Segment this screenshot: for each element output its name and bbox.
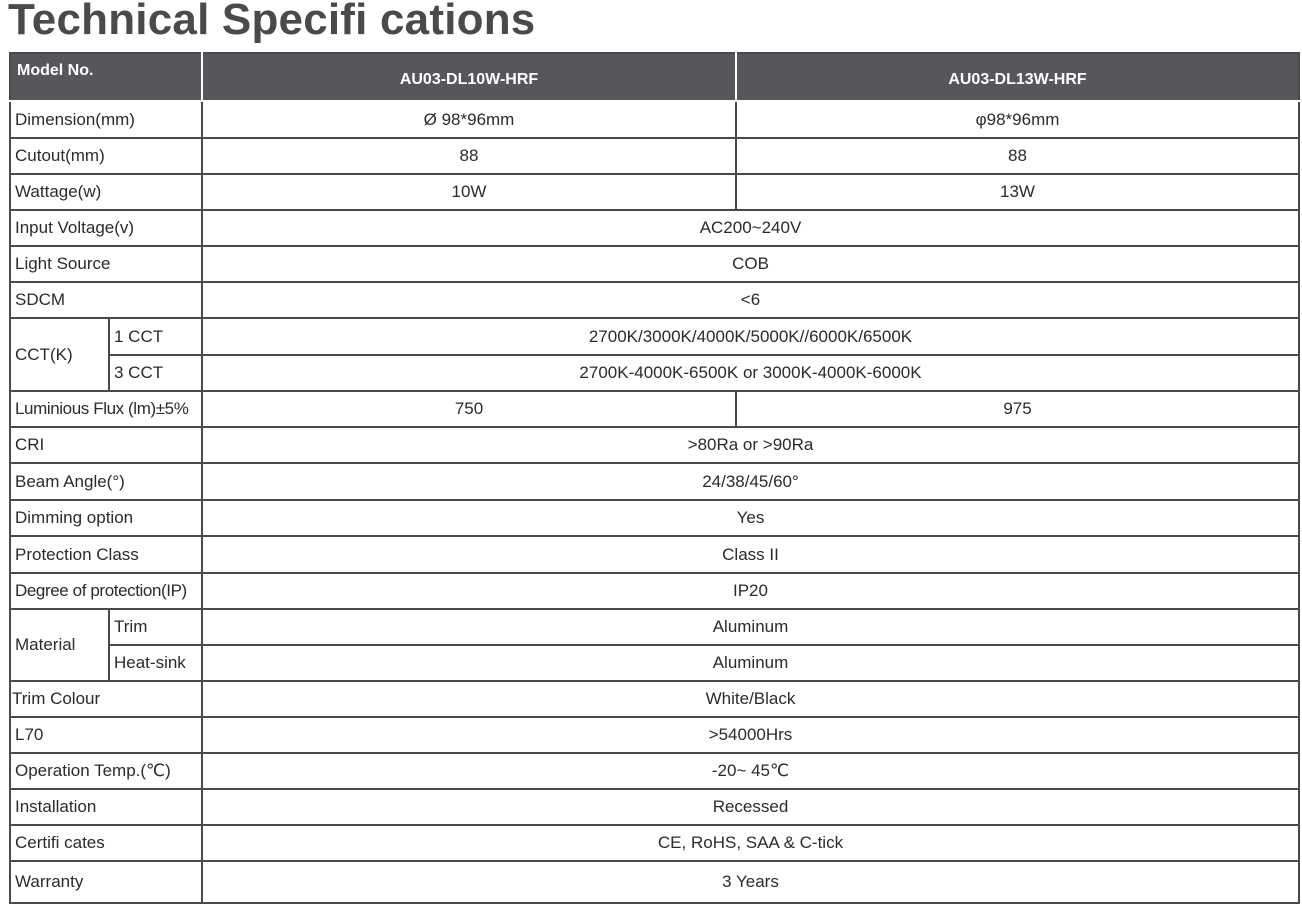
model-1: AU03-DL10W-HRF: [202, 53, 736, 101]
row-label: Operation Temp.(℃): [10, 753, 202, 789]
cell-value: -20~ 45℃: [202, 753, 1299, 789]
cell-value: Aluminum: [202, 609, 1299, 645]
cell-value: 88: [736, 138, 1299, 174]
cell-value: 24/38/45/60°: [202, 463, 1299, 500]
spec-row-certificates: [10, 825, 1299, 861]
spec-row-installation: [10, 789, 1299, 825]
spec-row-cct-1: [10, 318, 1299, 355]
row-label: Protection Class: [10, 536, 202, 573]
row-label: Degree of protection(IP): [10, 573, 202, 609]
row-label: Material: [10, 609, 109, 681]
spec-table: [9, 52, 1300, 904]
spec-row-beam-angle: [10, 463, 1299, 500]
spec-row-cct-3: [10, 355, 1299, 391]
sub-label: Trim: [109, 609, 202, 645]
cell-value: φ98*96mm: [736, 101, 1299, 138]
cell-value: 88: [202, 138, 736, 174]
cell-value: 2700K-4000K-6500K or 3000K-4000K-6000K: [202, 355, 1299, 391]
spec-row-ip: [10, 573, 1299, 609]
spec-row-l70: [10, 717, 1299, 753]
row-label: Dimension(mm): [10, 101, 202, 138]
row-label: Input Voltage(v): [10, 210, 202, 246]
spec-row-dimming: [10, 500, 1299, 536]
spec-row-operation-temp: [10, 753, 1299, 789]
cell-value: <6: [202, 282, 1299, 318]
cell-value: IP20: [202, 573, 1299, 609]
spec-row-material-trim: [10, 609, 1299, 645]
row-label: Cutout(mm): [10, 138, 202, 174]
cell-value: 975: [736, 391, 1299, 427]
page-title: Technical Specifi cations: [8, 0, 536, 44]
row-label: Light Source: [10, 246, 202, 282]
spec-row-wattage: [10, 174, 1299, 210]
spec-row-cutout: [10, 138, 1299, 174]
cell-value: 10W: [202, 174, 736, 210]
spec-row-trim-colour: [10, 681, 1299, 717]
cell-value: 2700K/3000K/4000K/5000K//6000K/6500K: [202, 318, 1299, 355]
cell-value: >80Ra or >90Ra: [202, 427, 1299, 463]
row-label: L70: [10, 717, 202, 753]
spec-row-material-heatsink: [10, 645, 1299, 681]
cell-value: >54000Hrs: [202, 717, 1299, 753]
row-label: Certifi cates: [10, 825, 202, 861]
cell-value: Ø 98*96mm: [202, 101, 736, 138]
spec-row-light-source: [10, 246, 1299, 282]
sub-label: Heat-sink: [109, 645, 202, 681]
cell-value: Class II: [202, 536, 1299, 573]
cell-value: 13W: [736, 174, 1299, 210]
row-label: CCT(K): [10, 318, 109, 391]
model-2: AU03-DL13W-HRF: [736, 53, 1299, 101]
cell-value: AC200~240V: [202, 210, 1299, 246]
row-label: Beam Angle(°): [10, 463, 202, 500]
model-no-label: Model No.: [10, 53, 202, 101]
row-label: Trim Colour: [10, 681, 202, 717]
row-label: Warranty: [10, 861, 202, 903]
row-label: Luminious Flux (lm)±5%: [10, 391, 202, 427]
spec-row-input-voltage: [10, 210, 1299, 246]
row-label: Wattage(w): [10, 174, 202, 210]
cell-value: COB: [202, 246, 1299, 282]
sub-label: 3 CCT: [109, 355, 202, 391]
spec-row-luminous-flux: [10, 391, 1299, 427]
sub-label: 1 CCT: [109, 318, 202, 355]
cell-value: 750: [202, 391, 736, 427]
row-label: Dimming option: [10, 500, 202, 536]
cell-value: Yes: [202, 500, 1299, 536]
header-row: [10, 53, 1299, 101]
spec-row-sdcm: [10, 282, 1299, 318]
spec-row-dimension: [10, 101, 1299, 138]
row-label: CRI: [10, 427, 202, 463]
row-label: SDCM: [10, 282, 202, 318]
cell-value: White/Black: [202, 681, 1299, 717]
cell-value: Aluminum: [202, 645, 1299, 681]
row-label: Installation: [10, 789, 202, 825]
cell-value: CE, RoHS, SAA & C-tick: [202, 825, 1299, 861]
cell-value: Recessed: [202, 789, 1299, 825]
spec-row-cri: [10, 427, 1299, 463]
spec-row-protection-class: [10, 536, 1299, 573]
spec-row-warranty: [10, 861, 1299, 903]
cell-value: 3 Years: [202, 861, 1299, 903]
